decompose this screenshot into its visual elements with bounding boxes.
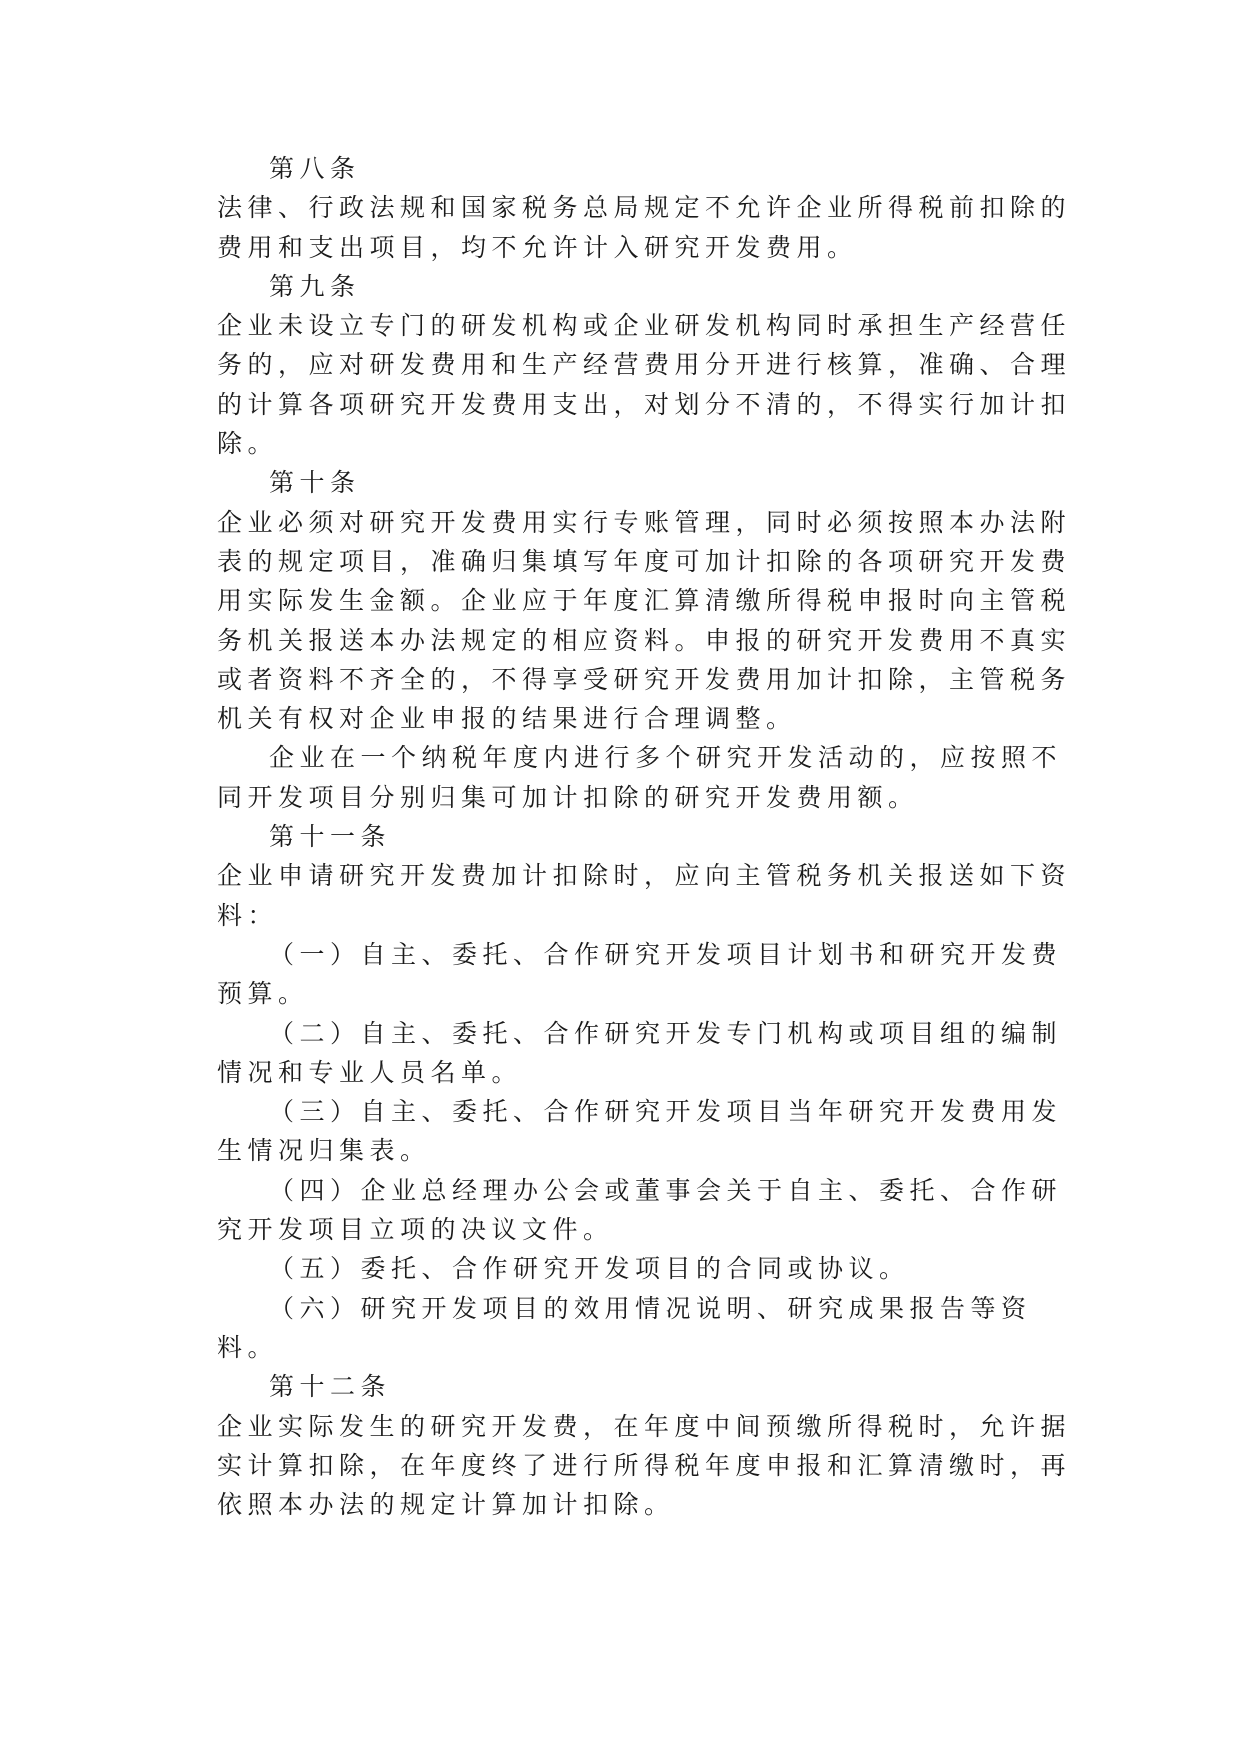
article-12-text: 企业实际发生的研究开发费，在年度中间预缴所得税时，允许据实计算扣除，在年度终了进行所得税年度申报和汇算清缴时，再依照本办法的规定计算加计扣除。 bbox=[217, 1411, 1072, 1520]
article-11-item-5: （五）委托、合作研究开发项目的合同或协议。 bbox=[269, 1254, 910, 1284]
article-10-heading: 第十条 bbox=[269, 468, 361, 498]
article-11-item-4: （四）企业总经理办公会或董事会关于自主、委托、合作研究开发项目立项的决议文件。 bbox=[217, 1175, 1063, 1245]
article-11-item-3: （三）自主、委托、合作研究开发项目当年研究开发费用发生情况归集表。 bbox=[217, 1097, 1063, 1166]
article-12-heading: 第十二条 bbox=[269, 1372, 392, 1402]
article-10-text-2: 企业在一个纳税年度内进行多个研究开发活动的，应按照不同开发项目分别归集可加计扣除的研究开发费用额。 bbox=[217, 743, 1063, 812]
article-11-item-1: （一）自主、委托、合作研究开发项目计划书和研究开发费预算。 bbox=[217, 939, 1063, 1009]
article-8-text: 法律、行政法规和国家税务总局规定不允许企业所得税前扣除的费用和支出项目，均不允许计入研究开发费用。 bbox=[217, 193, 1072, 262]
article-11-heading: 第十一条 bbox=[269, 822, 392, 852]
article-11-item-2: （二）自主、委托、合作研究开发专门机构或项目组的编制情况和专业人员名单。 bbox=[217, 1018, 1063, 1087]
document-body bbox=[217, 149, 1087, 1524]
article-9-text: 企业未设立专门的研发机构或企业研发机构同时承担生产经营任务的，应对研发费用和生产经营费用分开进行核算，准确、合理的计算各项研究开发费用支出，对划分不清的，不得实行加计扣除。 bbox=[217, 311, 1072, 459]
article-9-heading: 第九条 bbox=[269, 271, 361, 301]
article-11-text: 企业申请研究开发费加计扣除时，应向主管税务机关报送如下资料： bbox=[217, 861, 1072, 930]
article-11-item-6: （六）研究开发项目的效用情况说明、研究成果报告等资料。 bbox=[217, 1293, 1032, 1362]
article-8-heading: 第八条 bbox=[269, 154, 361, 183]
article-10-text: 企业必须对研究开发费用实行专账管理，同时必须按照本办法附表的规定项目，准确归集填写年度可加计扣除的各项研究开发费用实际发生金额。企业应于年度汇算清缴所得税申报时向主管税务机关报送本办法规定的相应资料。申报的研究开发费用不真实或者资料不齐全的，不得享受研究开发费用加计扣除，主管税务机关有权对企业申报的结果进行合理调整。 bbox=[217, 507, 1072, 734]
